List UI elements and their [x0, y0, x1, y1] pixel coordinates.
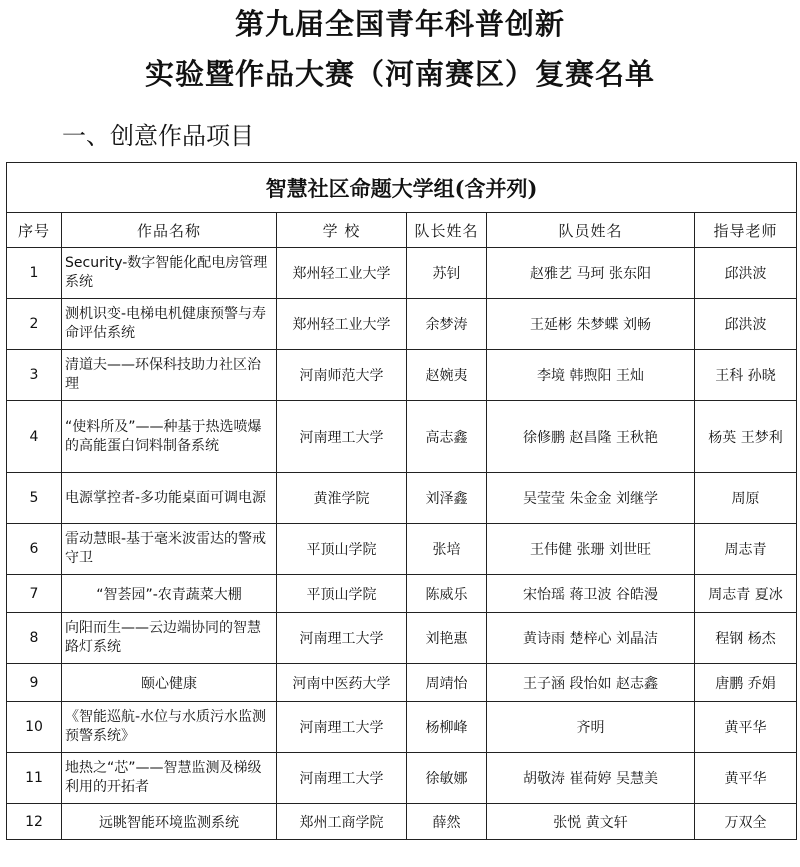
cell-captain: 张培 — [407, 524, 487, 575]
table-row — [7, 248, 797, 299]
header-index: 序号 — [7, 213, 62, 248]
table-row — [7, 524, 797, 575]
table-row — [7, 753, 797, 804]
cell-work-name: 《智能巡航-水位与水质污水监测预警系统》 — [62, 702, 277, 753]
cell-index: 4 — [7, 401, 62, 473]
table-row — [7, 473, 797, 524]
cell-work-name: 远眺智能环境监测系统 — [62, 804, 277, 840]
section-heading: 一、创意作品项目 — [62, 122, 254, 150]
cell-captain: 周靖怡 — [407, 664, 487, 702]
table-row — [7, 350, 797, 401]
cell-members: 黄诗雨 楚梓心 刘晶洁 — [487, 613, 695, 664]
cell-advisor: 邱洪波 — [695, 299, 797, 350]
cell-advisor: 周志青 — [695, 524, 797, 575]
cell-advisor: 杨英 王梦利 — [695, 401, 797, 473]
cell-advisor: 黄平华 — [695, 753, 797, 804]
table-row — [7, 804, 797, 840]
cell-members: 徐修鹏 赵昌隆 王秋艳 — [487, 401, 695, 473]
cell-school: 平顶山学院 — [277, 524, 407, 575]
cell-index: 1 — [7, 248, 62, 299]
cell-school: 郑州轻工业大学 — [277, 299, 407, 350]
roster-table — [6, 162, 797, 840]
cell-work-name: 向阳而生——云边端协同的智慧路灯系统 — [62, 613, 277, 664]
cell-index: 12 — [7, 804, 62, 840]
cell-members: 王子涵 段怡如 赵志鑫 — [487, 664, 695, 702]
cell-members: 王延彬 朱梦蝶 刘畅 — [487, 299, 695, 350]
cell-advisor: 王科 孙晓 — [695, 350, 797, 401]
cell-members: 胡敬涛 崔荷婷 吴慧美 — [487, 753, 695, 804]
cell-members: 赵雅艺 马珂 张东阳 — [487, 248, 695, 299]
table-row — [7, 702, 797, 753]
cell-index: 2 — [7, 299, 62, 350]
table-row — [7, 401, 797, 473]
table-row — [7, 613, 797, 664]
cell-captain: 余梦涛 — [407, 299, 487, 350]
cell-captain: 刘泽鑫 — [407, 473, 487, 524]
header-work-name: 作品名称 — [62, 213, 277, 248]
cell-school: 郑州工商学院 — [277, 804, 407, 840]
cell-work-name: 颐心健康 — [62, 664, 277, 702]
table-header-row — [7, 213, 797, 248]
header-captain: 队长姓名 — [407, 213, 487, 248]
cell-index: 7 — [7, 575, 62, 613]
cell-advisor: 黄平华 — [695, 702, 797, 753]
cell-advisor: 周原 — [695, 473, 797, 524]
table-row — [7, 575, 797, 613]
cell-members: 李境 韩煦阳 王灿 — [487, 350, 695, 401]
header-members: 队员姓名 — [487, 213, 695, 248]
cell-members: 宋怡瑶 蒋卫波 谷皓漫 — [487, 575, 695, 613]
table-caption: 智慧社区命题大学组(含并列) — [7, 163, 797, 213]
cell-captain: 徐敏娜 — [407, 753, 487, 804]
document-title-line-2: 实验暨作品大赛（河南赛区）复赛名单 — [144, 57, 655, 91]
cell-work-name: “智荟园”-农青蔬菜大棚 — [62, 575, 277, 613]
cell-advisor: 唐鹏 乔娟 — [695, 664, 797, 702]
cell-captain: 赵婉夷 — [407, 350, 487, 401]
cell-captain: 刘艳惠 — [407, 613, 487, 664]
table-row — [7, 299, 797, 350]
cell-advisor: 万双全 — [695, 804, 797, 840]
cell-captain: 高志鑫 — [407, 401, 487, 473]
cell-index: 10 — [7, 702, 62, 753]
cell-school: 郑州轻工业大学 — [277, 248, 407, 299]
cell-school: 黄淮学院 — [277, 473, 407, 524]
cell-captain: 苏钊 — [407, 248, 487, 299]
cell-work-name: 地热之“芯”——智慧监测及梯级利用的开拓者 — [62, 753, 277, 804]
cell-school: 河南理工大学 — [277, 401, 407, 473]
header-school: 学 校 — [277, 213, 407, 248]
cell-work-name: “使料所及”——种基于热选喷爆的高能蛋白饲料制备系统 — [62, 401, 277, 473]
header-advisor: 指导老师 — [695, 213, 797, 248]
cell-advisor: 周志青 夏冰 — [695, 575, 797, 613]
cell-work-name: 电源掌控者-多功能桌面可调电源 — [62, 473, 277, 524]
cell-members: 王伟健 张珊 刘世旺 — [487, 524, 695, 575]
cell-members: 张悦 黄文轩 — [487, 804, 695, 840]
cell-work-name: 测机识变-电梯电机健康预警与寿命评估系统 — [62, 299, 277, 350]
cell-advisor: 邱洪波 — [695, 248, 797, 299]
cell-index: 8 — [7, 613, 62, 664]
cell-index: 5 — [7, 473, 62, 524]
cell-captain: 陈威乐 — [407, 575, 487, 613]
cell-captain: 薛然 — [407, 804, 487, 840]
cell-work-name: 雷动慧眼-基于毫米波雷达的警戒守卫 — [62, 524, 277, 575]
cell-work-name: Security-数字智能化配电房管理系统 — [62, 248, 277, 299]
cell-school: 河南理工大学 — [277, 702, 407, 753]
cell-index: 6 — [7, 524, 62, 575]
cell-members: 齐明 — [487, 702, 695, 753]
cell-school: 河南师范大学 — [277, 350, 407, 401]
cell-school: 河南中医药大学 — [277, 664, 407, 702]
cell-work-name: 清道夫——环保科技助力社区治理 — [62, 350, 277, 401]
cell-index: 9 — [7, 664, 62, 702]
cell-school: 平顶山学院 — [277, 575, 407, 613]
cell-members: 吴莹莹 朱金金 刘继学 — [487, 473, 695, 524]
table-row — [7, 664, 797, 702]
document-title-line-1: 第九届全国青年科普创新 — [234, 7, 565, 41]
table-caption-row — [7, 163, 797, 213]
cell-advisor: 程钢 杨杰 — [695, 613, 797, 664]
cell-index: 11 — [7, 753, 62, 804]
cell-captain: 杨柳峰 — [407, 702, 487, 753]
cell-index: 3 — [7, 350, 62, 401]
cell-school: 河南理工大学 — [277, 753, 407, 804]
cell-school: 河南理工大学 — [277, 613, 407, 664]
